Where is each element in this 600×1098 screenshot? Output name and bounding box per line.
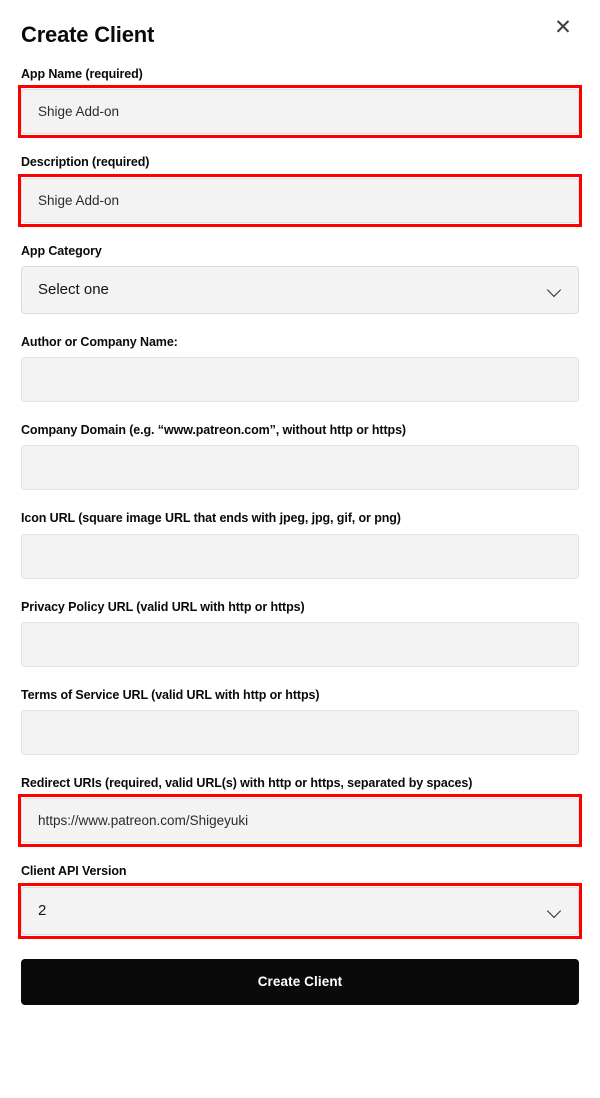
field-label-redirect-uris: Redirect URIs (required, valid URL(s) with http or https, separated by spaces) (21, 776, 473, 790)
privacy-policy-url-input-wrap (21, 622, 579, 667)
field-redirect-uris (21, 775, 579, 843)
app-category-value: Select one (38, 281, 109, 299)
app-category-select[interactable] (21, 266, 579, 314)
chevron-down-icon (548, 283, 562, 297)
field-description (21, 154, 579, 222)
terms-of-service-url-input-wrap (21, 710, 579, 755)
create-client-button[interactable]: Create Client (21, 959, 579, 1005)
description-input[interactable] (21, 178, 579, 223)
company-domain-input[interactable] (21, 445, 579, 490)
author-name-input[interactable] (21, 357, 579, 402)
app-category-select-wrap (21, 266, 579, 314)
page-title: Create Client (21, 22, 155, 47)
field-label-company-domain: Company Domain (e.g. “www.patreon.com”, without http or https) (21, 423, 406, 437)
field-label-description: Description (required) (21, 155, 150, 170)
field-app-name (21, 66, 579, 134)
redirect-uris-input-wrap (21, 798, 579, 843)
app-name-input[interactable] (21, 89, 579, 134)
field-app-category (21, 243, 579, 314)
field-company-domain (21, 422, 579, 490)
description-input-wrap (21, 178, 579, 223)
field-label-privacy-policy-url: Privacy Policy URL (valid URL with http or https) (21, 599, 305, 614)
privacy-policy-url-input[interactable] (21, 622, 579, 667)
submit-wrap (21, 959, 579, 1031)
redirect-uris-input[interactable] (21, 798, 579, 843)
field-author-name (21, 334, 579, 402)
field-terms-of-service-url (21, 687, 579, 755)
field-privacy-policy-url (21, 599, 579, 667)
icon-url-input-wrap (21, 534, 579, 579)
author-name-input-wrap (21, 357, 579, 402)
field-label-icon-url: Icon URL (square image URL that ends with jpeg, jpg, gif, or png) (21, 511, 401, 526)
close-icon[interactable]: ✕ (550, 14, 576, 40)
client-api-version-select[interactable] (21, 887, 579, 935)
chevron-down-icon (548, 904, 562, 918)
field-label-author-name: Author or Company Name: (21, 334, 178, 349)
field-label-terms-of-service-url: Terms of Service URL (valid URL with http or https) (21, 687, 320, 702)
client-api-version-select-wrap (21, 887, 579, 935)
company-domain-input-wrap (21, 445, 579, 490)
field-icon-url (21, 510, 579, 578)
field-label-client-api-version: Client API Version (21, 864, 127, 879)
client-api-version-value: 2 (38, 902, 47, 919)
field-client-api-version (21, 863, 579, 934)
icon-url-input[interactable] (21, 534, 579, 579)
modal-header (21, 0, 579, 66)
field-label-app-category: App Category (21, 243, 102, 258)
app-name-input-wrap (21, 89, 579, 134)
field-label-app-name: App Name (required) (21, 67, 143, 81)
terms-of-service-url-input[interactable] (21, 710, 579, 755)
